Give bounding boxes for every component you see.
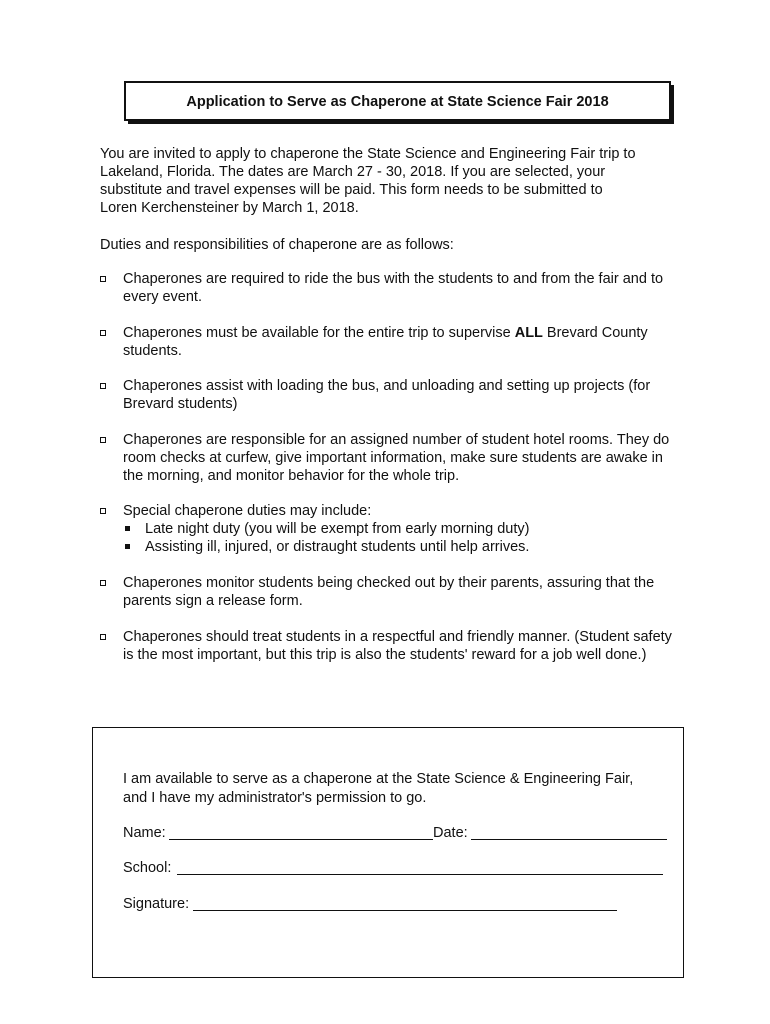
duty-text: Chaperones should treat students in a respectful and friendly manner. (Student safety is the most important, but this trip is also the students' reward for a job well done.) — [123, 629, 672, 663]
duty-text: Special chaperone duties may include: — [123, 503, 372, 519]
intro-paragraph: You are invited to apply to chaperone the State Science and Engineering Fair trip to Lakeland, Florida. The dates are March 27 - 30, 2018. If you are selected, your substitute and travel expenses will be paid. This form needs to be submitted to Loren Kerchensteiner by March 1, 2018. — [100, 146, 636, 216]
duty-item — [100, 377, 680, 413]
title-box — [124, 81, 671, 121]
checkbox-bullet-icon — [100, 634, 106, 640]
date-label: Date: — [433, 825, 468, 841]
school-label: School: — [123, 860, 172, 876]
duty-item — [100, 431, 680, 485]
sub-duty-item: Assisting ill, injured, or distraught students until help arrives. — [123, 538, 680, 556]
duty-item — [100, 628, 680, 664]
checkbox-bullet-icon — [100, 276, 106, 282]
school-field[interactable] — [177, 874, 663, 875]
name-label: Name: — [123, 825, 166, 841]
checkbox-bullet-icon — [100, 330, 106, 336]
checkbox-bullet-icon — [100, 580, 106, 586]
application-form-box — [92, 727, 684, 978]
duty-item — [100, 270, 680, 306]
date-field[interactable] — [471, 839, 667, 840]
signature-label: Signature: — [123, 896, 190, 912]
name-field[interactable] — [169, 839, 433, 840]
checkbox-bullet-icon — [100, 508, 106, 514]
emphasis-all: ALL — [514, 325, 543, 341]
sub-duty-item: Late night duty (you will be exempt from early morning duty) — [123, 520, 680, 538]
document-title: Application to Serve as Chaperone at State Science Fair 2018 — [186, 94, 609, 110]
duties-heading: Duties and responsibilities of chaperone are as follows: — [100, 237, 454, 253]
square-bullet-icon — [125, 526, 130, 531]
duty-item — [100, 574, 680, 610]
duty-text: Chaperones assist with loading the bus, and unloading and setting up projects (for Brevard students) — [123, 378, 651, 412]
checkbox-bullet-icon — [100, 383, 106, 389]
duty-item — [100, 324, 680, 360]
availability-statement: I am available to serve as a chaperone at the State Science & Engineering Fair, and I have my administrator's permission to go. — [123, 771, 634, 806]
square-bullet-icon — [125, 544, 130, 549]
duty-item — [100, 502, 680, 556]
duty-text: Chaperones monitor students being checked out by their parents, assuring that the parents sign a release form. — [123, 575, 655, 609]
duty-text: Chaperones are responsible for an assigned number of student hotel rooms. They do room checks at curfew, give important information, make sure students are awake in the morning, and monitor behavior for the whole trip. — [123, 432, 670, 484]
checkbox-bullet-icon — [100, 437, 106, 443]
duty-text: Chaperones must be available for the entire trip to supervise ALL Brevard County students. — [123, 325, 648, 359]
duty-text: Chaperones are required to ride the bus with the students to and from the fair and to every event. — [123, 271, 664, 305]
signature-field[interactable] — [193, 910, 617, 911]
